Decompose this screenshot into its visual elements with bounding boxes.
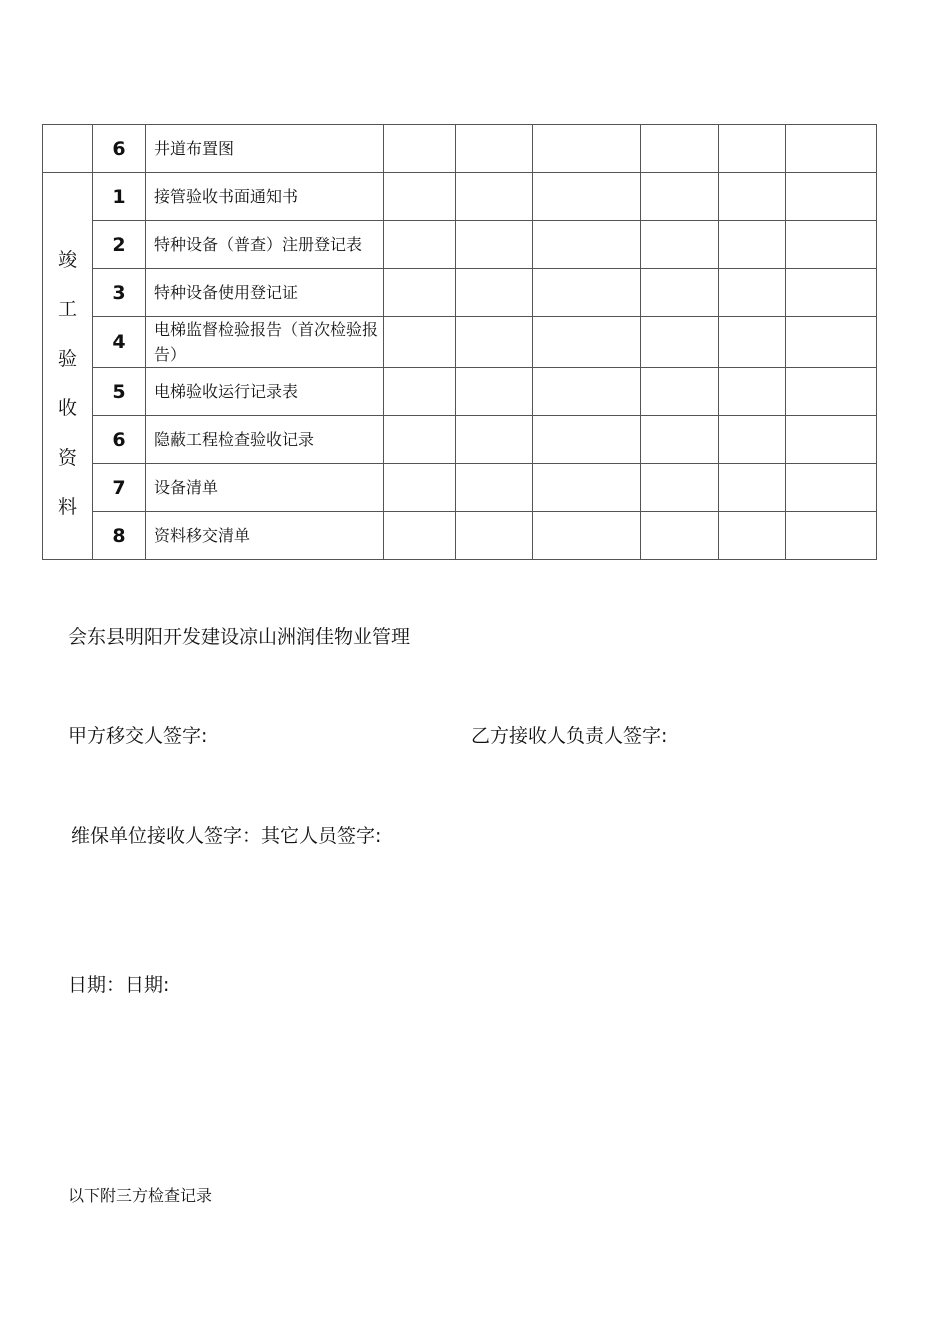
blank-cell bbox=[384, 464, 456, 512]
group-label-char: 工 bbox=[57, 298, 77, 320]
table-row bbox=[43, 221, 877, 269]
row-item: 接管验收书面通知书 bbox=[146, 173, 384, 221]
blank-cell bbox=[533, 368, 641, 416]
blank-cell bbox=[786, 221, 877, 269]
blank-cell bbox=[384, 173, 456, 221]
blank-cell bbox=[456, 269, 533, 317]
blank-cell bbox=[719, 317, 786, 368]
group-label-char: 收 bbox=[57, 397, 77, 419]
blank-cell bbox=[719, 464, 786, 512]
blank-cell bbox=[533, 221, 641, 269]
blank-cell bbox=[786, 269, 877, 317]
party-b-signature-label: 乙方接收人负责人签字: bbox=[471, 725, 668, 747]
party-a-signature-label: 甲方移交人签字: bbox=[68, 725, 208, 747]
blank-cell bbox=[384, 317, 456, 368]
blank-cell bbox=[533, 317, 641, 368]
blank-cell bbox=[533, 269, 641, 317]
table-row bbox=[43, 269, 877, 317]
row-item: 隐蔽工程检查验收记录 bbox=[146, 416, 384, 464]
blank-cell bbox=[384, 512, 456, 560]
blank-cell bbox=[456, 512, 533, 560]
row-number: 8 bbox=[93, 512, 146, 560]
group-label-char: 资 bbox=[57, 446, 77, 469]
row-number: 2 bbox=[93, 221, 146, 269]
table-row bbox=[43, 125, 877, 173]
blank-cell bbox=[533, 125, 641, 173]
row-number: 1 bbox=[93, 173, 146, 221]
blank-cell bbox=[786, 173, 877, 221]
blank-cell bbox=[641, 221, 719, 269]
table-row bbox=[43, 464, 877, 512]
blank-cell bbox=[786, 317, 877, 368]
row-number: 7 bbox=[93, 464, 146, 512]
blank-cell bbox=[641, 317, 719, 368]
blank-cell bbox=[641, 464, 719, 512]
table-row bbox=[43, 512, 877, 560]
row-item: 资料移交清单 bbox=[146, 512, 384, 560]
date-labels: 日期：日期: bbox=[68, 974, 170, 996]
footer-note: 以下附三方检查记录 bbox=[68, 1186, 213, 1205]
row-number: 4 bbox=[93, 317, 146, 368]
row-item: 电梯验收运行记录表 bbox=[146, 368, 384, 416]
blank-cell bbox=[641, 416, 719, 464]
handover-document-table bbox=[42, 124, 877, 560]
maintenance-other-signature-label: 维保单位接收人签字：其它人员签字: bbox=[71, 825, 382, 847]
table-row bbox=[43, 317, 877, 368]
blank-cell bbox=[456, 221, 533, 269]
blank-cell bbox=[641, 512, 719, 560]
blank-cell bbox=[719, 368, 786, 416]
blank-cell bbox=[786, 512, 877, 560]
row-number: 3 bbox=[93, 269, 146, 317]
blank-cell bbox=[786, 368, 877, 416]
row-item: 井道布置图 bbox=[146, 125, 384, 173]
blank-cell bbox=[533, 464, 641, 512]
blank-cell bbox=[641, 368, 719, 416]
blank-cell bbox=[456, 368, 533, 416]
blank-cell bbox=[384, 221, 456, 269]
blank-cell bbox=[384, 368, 456, 416]
blank-cell bbox=[786, 464, 877, 512]
blank-cell bbox=[786, 416, 877, 464]
group-label-char: 料 bbox=[57, 496, 77, 518]
row-number: 6 bbox=[93, 125, 146, 173]
blank-cell bbox=[719, 416, 786, 464]
group-label-char: 验 bbox=[57, 347, 77, 370]
blank-cell bbox=[456, 173, 533, 221]
row-item: 特种设备（普查）注册登记表 bbox=[146, 221, 384, 269]
blank-cell bbox=[719, 512, 786, 560]
row-item: 电梯监督检验报告（首次检验报告） bbox=[146, 317, 384, 368]
row-number: 5 bbox=[93, 368, 146, 416]
blank-cell bbox=[384, 269, 456, 317]
company-name: 会东县明阳开发建设凉山洲润佳物业管理 bbox=[68, 626, 411, 648]
blank-cell bbox=[533, 416, 641, 464]
blank-cell bbox=[456, 317, 533, 368]
blank-cell bbox=[641, 125, 719, 173]
blank-cell bbox=[533, 512, 641, 560]
group-cell-empty bbox=[43, 125, 93, 173]
blank-cell bbox=[456, 464, 533, 512]
blank-cell bbox=[384, 416, 456, 464]
blank-cell bbox=[719, 221, 786, 269]
blank-cell bbox=[641, 173, 719, 221]
group-label-char: 竣 bbox=[57, 248, 77, 271]
blank-cell bbox=[719, 269, 786, 317]
blank-cell bbox=[719, 173, 786, 221]
blank-cell bbox=[533, 173, 641, 221]
group-label-completion-documents bbox=[43, 173, 93, 560]
blank-cell bbox=[719, 125, 786, 173]
blank-cell bbox=[384, 125, 456, 173]
blank-cell bbox=[456, 416, 533, 464]
table-row bbox=[43, 173, 877, 221]
blank-cell bbox=[786, 125, 877, 173]
row-number: 6 bbox=[93, 416, 146, 464]
row-item: 特种设备使用登记证 bbox=[146, 269, 384, 317]
table-row bbox=[43, 416, 877, 464]
row-item: 设备清单 bbox=[146, 464, 384, 512]
table-row bbox=[43, 368, 877, 416]
blank-cell bbox=[641, 269, 719, 317]
blank-cell bbox=[456, 125, 533, 173]
